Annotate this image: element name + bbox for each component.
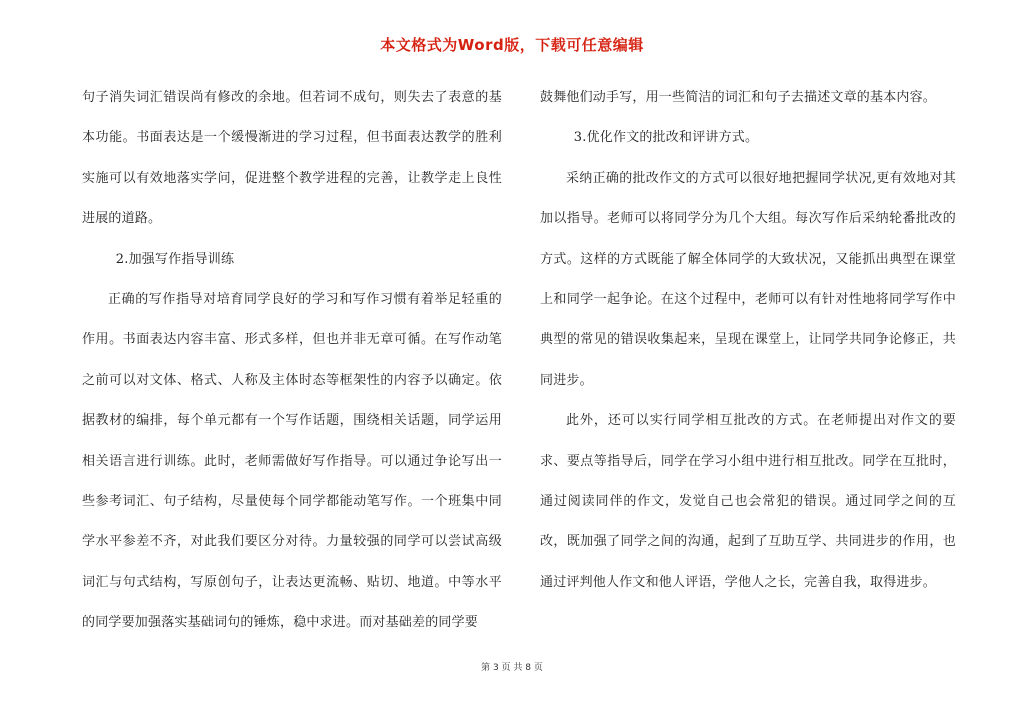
left-paragraph-1: 句子消失词汇错误尚有修改的余地。但若词不成句，则失去了表意的基本功能。书面表达是一个缓慢渐进的学习过程，但书面表达教学的胜利实施可以有效地落实学问，促进整个教学进程的完善，让教学走上良性进展的道路。 [82,90,502,227]
page-number: 第 3 页 共 8 页 [481,663,543,673]
left-column [82,78,502,644]
left-paragraph-2: 正确的写作指导对培育同学良好的学习和写作习惯有着举足轻重的作用。书面表达内容丰富、形式多样，但也并非无章可循。在写作动笔之前可以对文体、格式、人称及主体时态等框架性的内容予以确定。依据教材的编排，每个单元都有一个写作话题，围绕相关话题，同学运用相关语言进行训练。此时，老师需做好写作指导。可以通过争论写出一些参考词汇、句子结构，尽量使每个同学都能动笔写作。一个班集中同学水平参差不齐，对此我们要区分对待。力量较强的同学可以尝试高级词汇与句式结构，写原创句子，让表达更流畅、贴切、地道。中等水平的同学要加强落实基础词句的锤炼，稳中求进。而对基础差的同学要 [82,292,502,631]
right-paragraph-1: 鼓舞他们动手写，用一些简洁的词汇和句子去描述文章的基本内容。 [540,90,937,105]
right-paragraph-3: 此外，还可以实行同学相互批改的方式。在老师提出对作文的要求、要点等指导后，同学在学习小组中进行相互批改。同学在互批时，通过阅读同伴的作文，发觉自己也会常犯的错误。通过同学之间的互改，既加强了同学之间的沟通，起到了互助互学、共同进步的作用，也通过评判他人作文和他人评语，学他人之长，完善自我，取得进步。 [540,413,956,590]
right-paragraph-2: 采纳正确的批改作文的方式可以很好地把握同学状况,更有效地对其加以指导。老师可以将同学分为几个大组。每次写作后采纳轮番批改的方式。这样的方式既能了解全体同学的大致状况，又能抓出典型在课堂上和同学一起争论。在这个过程中，老师可以有针对性地将同学写作中典型的常见的错误收集起来，呈现在课堂上，让同学共同争论修正，共同进步。 [540,170,956,388]
section-heading-2: 2.加强写作指导训练 [115,251,235,267]
document-banner: 本文格式为Word版，下载可任意编辑 [380,36,644,54]
section-heading-3: 3.优化作文的批改和评讲方式。 [573,130,759,146]
right-column [540,78,956,603]
